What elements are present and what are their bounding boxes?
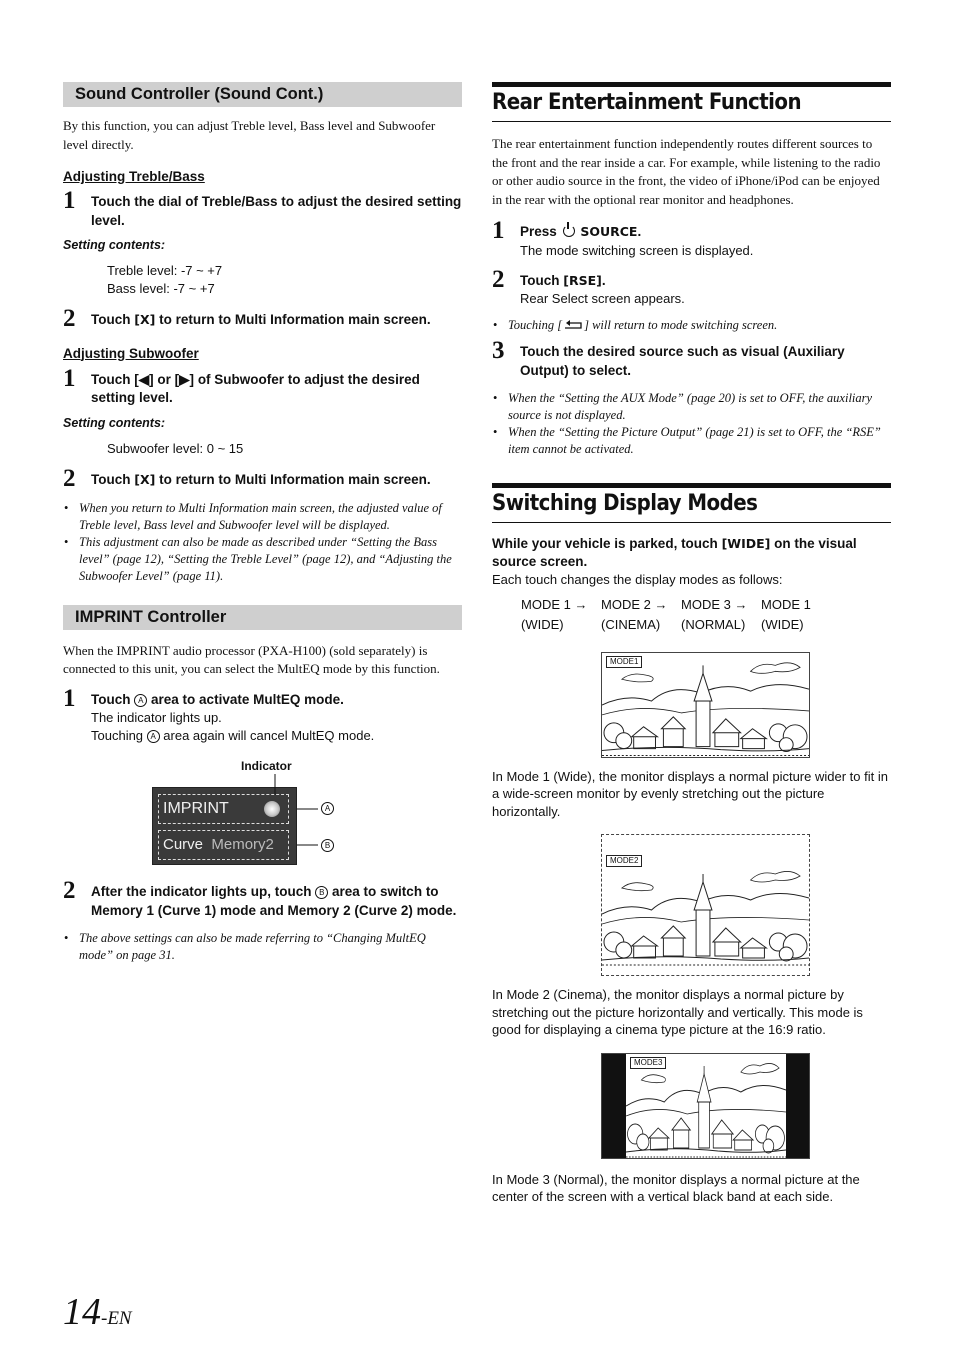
subwoofer-step-2 [63,465,462,492]
note: • When you return to Multi Information main screen, the adjusted value of Treble level, Bass level and Subwoofer level will be displayed. [63,500,462,534]
imprint-step-2 [63,877,462,920]
sound-intro: By this function, you can adjust Treble level, Bass level and Subwoofer level directly. [63,118,436,152]
mode1-description: In Mode 1 (Wide), the monitor displays a normal picture wider to fit in a wide-screen monitor by evenly stretching out the picture horizontally. [492,768,888,819]
source-key: SOURCE [580,224,638,239]
step-text: After the indicator lights up, touch B area to switch to Memory 1 (Curve 1) mode and Memory 2 (Curve 2) mode. [91,884,457,918]
imprint-figure [63,755,462,863]
left-key: [◀] [134,371,154,387]
imprint-notes [63,930,462,964]
step-number: 2 [492,265,505,293]
mode-item: MODE 1 → [521,596,588,612]
imprint-area-b[interactable]: Curve Memory2 [158,830,289,860]
treble-heading: Adjusting Treble/Bass [63,169,205,184]
mode2-description: In Mode 2 (Cinema), the monitor displays a normal picture by stretching out the picture horizontally and vertically. This mode is good for displaying a cinema type picture at the 16:9 ratio. [492,987,863,1037]
note: • When the “Setting the Picture Output” (page 21) is set to OFF, the “RSE” item cannot be activated. [492,424,891,458]
rear-step-1 [492,217,891,260]
treble-range: Treble level: -7 ~ +7 [107,263,223,278]
mode-item: MODE 3 → [681,596,748,612]
leader-lines [63,755,343,865]
imprint-step-1 [63,684,462,746]
imprint-controller-title: IMPRINT Controller [63,605,462,630]
mode3-screen [601,1053,810,1159]
step-number: 1 [63,684,76,712]
indicator-label: Indicator [241,759,292,773]
rear-intro: The rear entertainment function independently routes different sources to the front and the rear inside a car. For example, while listening to the radio or other audio source in the front, the video of iPhone/iPod can be enjoyed in the rear with the optional rear monitor and headphones. [492,136,881,207]
note: • Touching [ ] will return to mode switching screen. [492,317,891,334]
step-detail: Rear Select screen appears. [520,291,685,306]
setting-contents-label: Setting contents: [63,238,166,252]
rear-entertainment-title: Rear Entertainment Function [492,82,891,122]
mode3-description: In Mode 3 (Normal), the monitor displays a normal picture at the center of the screen with a vertical black band at each side. [492,1171,860,1204]
mode3-picture [626,1054,786,1158]
circle-b-icon: B [321,839,334,852]
circle-a-icon: A [147,730,160,743]
imprint-area-a[interactable]: IMPRINT [158,794,289,824]
mode2-screen [601,834,810,976]
step-text: Touch [RSE]. [520,272,606,288]
town-scene-image [626,1054,786,1158]
right-key: [▶] [174,371,195,387]
note: • The above settings can also be made referring to “Changing MultEQ mode” on page 31. [63,930,462,964]
mode-name: (CINEMA) [601,616,661,632]
step-number: 1 [492,217,505,244]
wide-key: [WIDE] [721,536,771,551]
step-detail: The mode switching screen is displayed. [520,242,754,258]
mode1-screen [601,652,810,758]
mode-item: MODE 2 → [601,596,668,612]
setting-contents-label: Setting contents: [63,415,166,430]
treble-step-1 [63,187,462,230]
step-number: 2 [63,877,76,904]
step-number: 1 [63,364,76,392]
mode-item: MODE 1 [761,596,811,612]
town-scene-image [602,653,809,757]
step-text: Press SOURCE. [520,224,642,239]
rear-notes-1 [492,317,891,334]
bass-range: Bass level: -7 ~ +7 [107,280,215,296]
return-icon [562,319,584,330]
switch-each: Each touch changes the display modes as follows: [492,572,783,587]
mode-name: (WIDE) [761,616,804,632]
left-column [63,82,462,964]
mode-name: (WIDE) [521,616,564,632]
rse-key: [RSE] [563,272,602,288]
note: • When the “Setting the AUX Mode” (page 20) is set to OFF, the auxiliary source is not displayed. [492,390,891,424]
switching-display-modes-title: Switching Display Modes [492,483,891,523]
subwoofer-heading: Adjusting Subwoofer [63,345,199,361]
x-key: [X] [134,472,156,487]
mode-sequence [521,595,891,635]
subwoofer-range: Subwoofer level: 0 ~ 15 [107,440,244,456]
mode1-tag: MODE1 [606,656,642,668]
switch-lead: While your vehicle is parked, touch [WIDE] on the visual source screen. [492,536,857,569]
step-number: 2 [63,305,76,332]
circle-b-icon: B [315,886,328,899]
step-number: 1 [63,187,76,214]
step-number: 3 [492,337,505,364]
rear-step-2 [492,265,891,309]
page-number: 14-EN [63,1291,132,1333]
right-column [492,82,891,1206]
step-text: Touch A area to activate MultEQ mode. [91,691,344,707]
x-key: [X] [134,312,156,327]
step-detail: The indicator lights up. [91,710,222,725]
note: • This adjustment can also be made as described under “Setting the Bass level” (page 12), “Setting the Treble Level” (page 12), and “Adjusting the Subwoofer Level” (page 11). [63,534,462,585]
subwoofer-step-1 [63,364,462,408]
circle-a-icon: A [134,694,147,707]
step-text: Touch the desired source such as visual (Auxiliary Output) to select. [520,344,845,378]
mode2-tag: MODE2 [606,855,642,867]
rear-step-3 [492,337,891,380]
sound-controller-title: Sound Controller (Sound Cont.) [63,82,462,107]
step-detail: Touching A area again will cancel MultEQ mode. [91,728,375,743]
mode3-tag: MODE3 [630,1057,666,1069]
power-icon [563,225,575,237]
step-text: Touch [◀] or [▶] of Subwoofer to adjust the desired setting level. [91,371,420,405]
sound-notes [63,500,462,585]
treble-step-2 [63,305,462,332]
step-number: 2 [63,465,76,492]
rear-notes-2 [492,390,891,458]
circle-a-icon: A [321,802,334,815]
step-text: Touch [X] to return to Multi Information main screen. [91,312,431,327]
mode-name: (NORMAL) [681,616,746,632]
step-text: Touch the dial of Treble/Bass to adjust the desired setting level. [91,194,462,228]
step-text: Touch [X] to return to Multi Information main screen. [91,472,431,487]
imprint-intro: When the IMPRINT audio processor (PXA-H100) (sold separately) is connected to this unit, you can select the MultEQ mode by this function. [63,642,440,676]
